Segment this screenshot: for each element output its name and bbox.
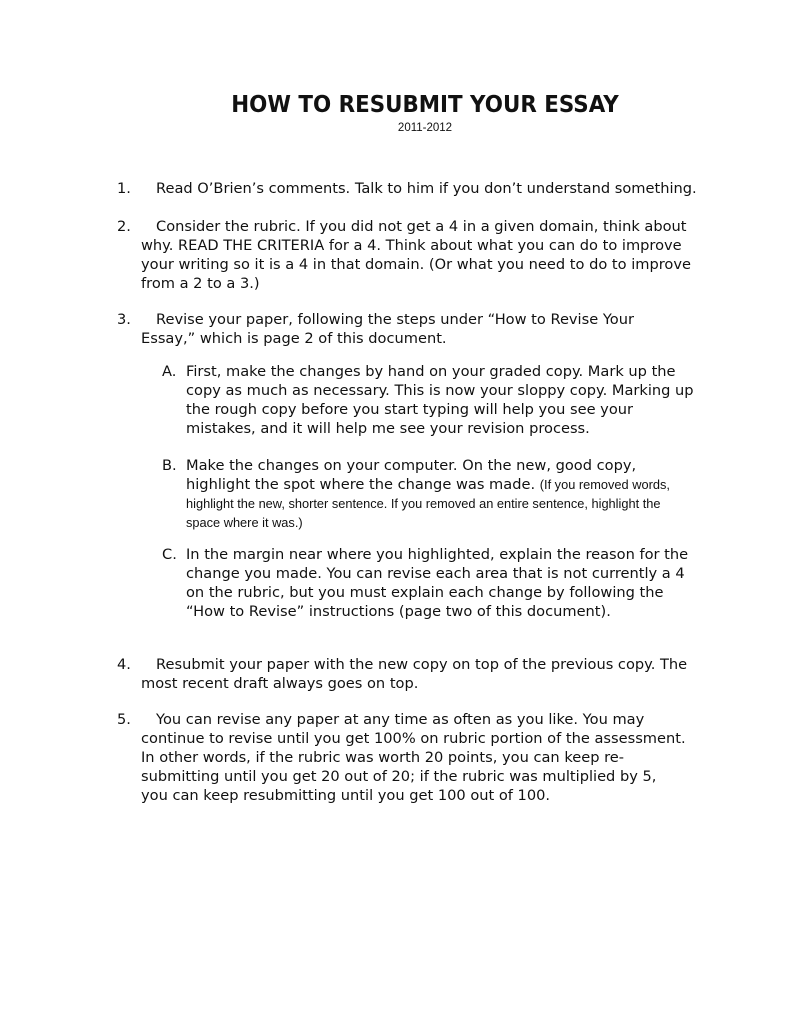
item-text: Revise your paper, following the steps under “How to Revise Your Essay,” which is page 2 of this document. (141, 311, 634, 347)
sub-item-text: In the margin near where you highlighted, explain the reason for the change you made. You can revise each area that is not currently a 4 on the rubric, but you must explain each change by following the “How to Revise” instructions (page two of this document). (186, 546, 689, 620)
sub-item-text (186, 456, 696, 532)
sub-item-text: First, make the changes by hand on your graded copy. Mark up the copy as much as necessary. This is now your sloppy copy. Marking up the rough copy before you start typing will help you see your mistakes, and it will help me see your revision process. (186, 363, 694, 437)
sub-item-letter: C. (162, 546, 177, 563)
item-number: 1. (117, 180, 131, 197)
item-number: 3. (117, 311, 131, 328)
item-number: 4. (117, 656, 131, 673)
item-number: 2. (117, 218, 131, 235)
item-number: 5. (117, 711, 131, 728)
sub-item-main-text: Make the changes on your computer. On the new, good copy, highlight the spot where the change was made. (186, 457, 637, 493)
document-title: HOW TO RESUBMIT YOUR ESSAY (231, 92, 619, 118)
sub-item-letter: B. (162, 457, 177, 474)
item-text: Read O’Brien’s comments. Talk to him if you don’t understand something. (156, 180, 697, 197)
sub-item-letter: A. (162, 363, 177, 380)
document-year: 2011-2012 (397, 122, 453, 134)
sub-item-note: (If you removed words, highlight the new, shorter sentence. If you removed an entire sentence, highlight the space where it was.) (186, 477, 670, 530)
item-text: Consider the rubric. If you did not get a 4 in a given domain, think about why. READ THE CRITERIA for a 4. Think about what you can do to improve your writing so it is a 4 in that domain. (Or what you need to do to improve from a 2 to a 3.) (141, 218, 691, 292)
item-text: Resubmit your paper with the new copy on top of the previous copy. The most recent draft always goes on top. (141, 656, 688, 692)
item-text: You can revise any paper at any time as often as you like. You may continue to revise until you get 100% on rubric portion of the assessment. In other words, if the rubric was worth 20 points, you can keep re-submitting until you get 20 out of 20; if the rubric was multiplied by 5, you can keep resubmitting until you get 100 out of 100. (141, 711, 686, 804)
